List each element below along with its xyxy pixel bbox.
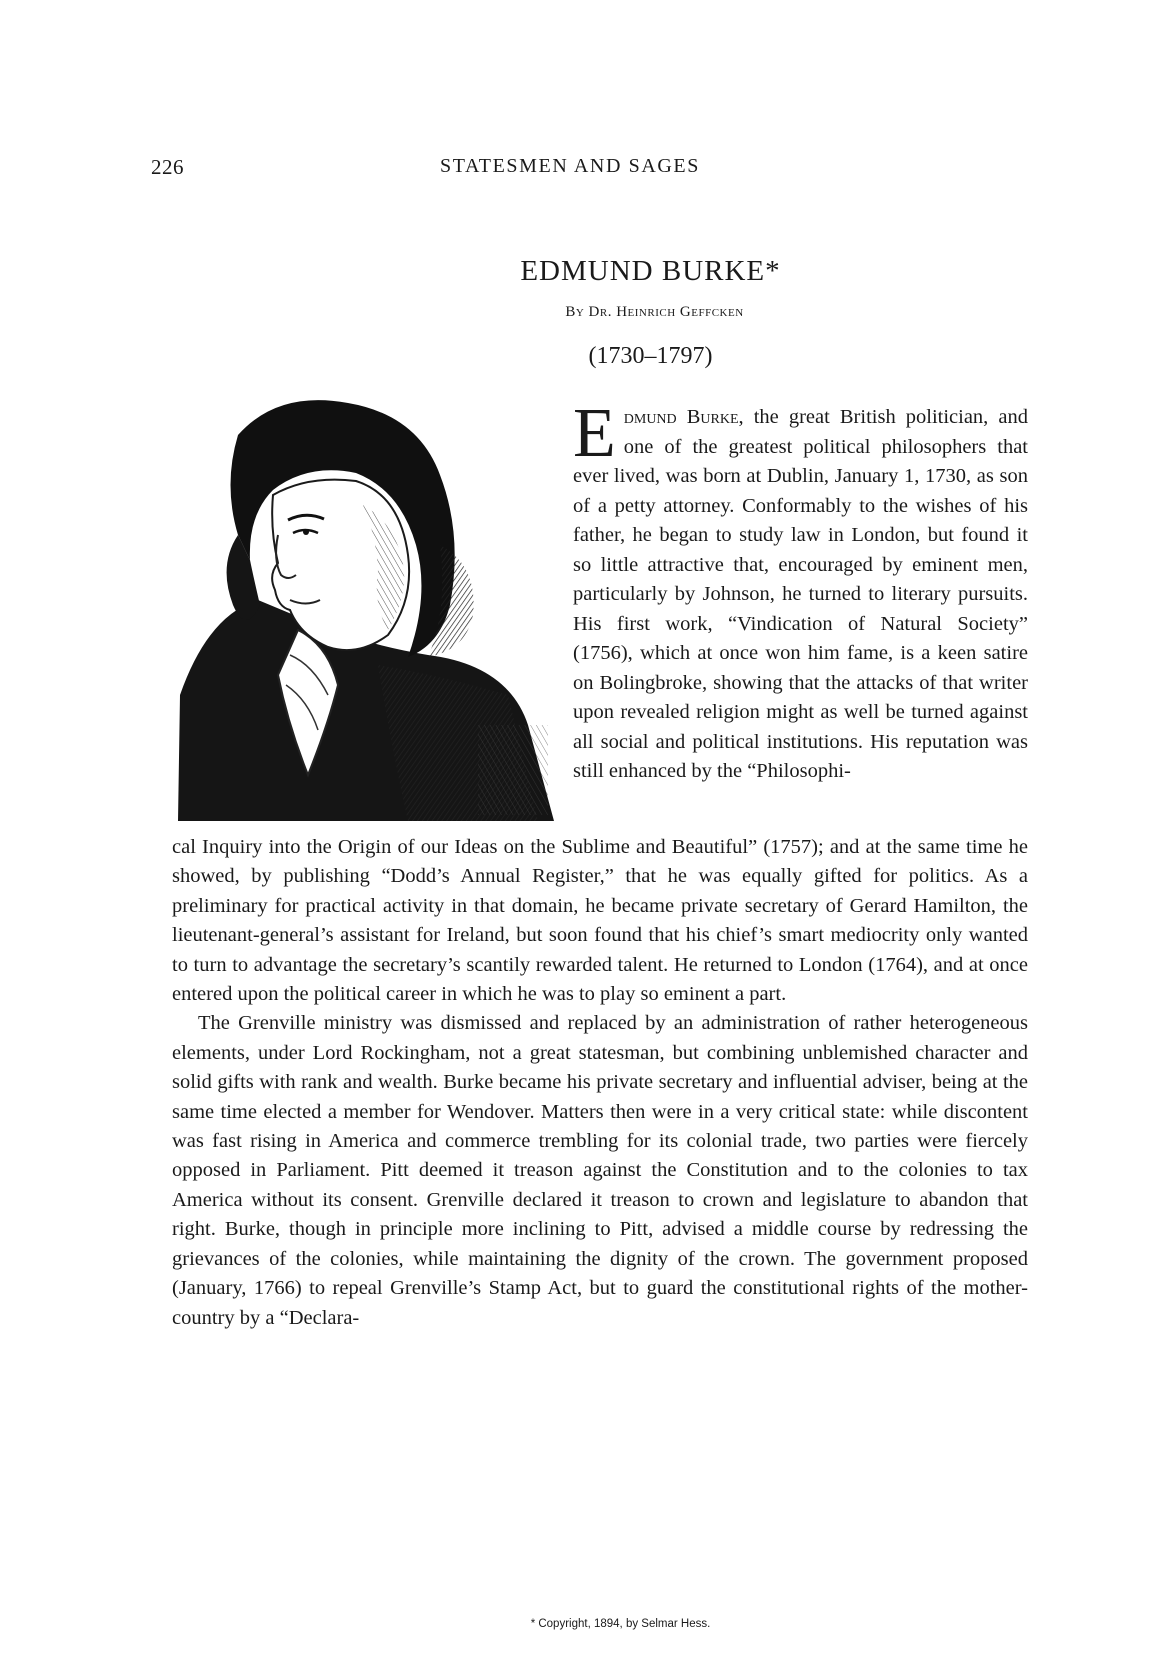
article-title-row — [0, 255, 1173, 288]
lead-smallcaps: dmund Burke — [623, 406, 739, 428]
article-title: EDMUND BURKE* — [520, 255, 781, 287]
article-dates: (1730–1797) — [588, 343, 713, 369]
page-number: 226 — [151, 155, 184, 179]
paragraph-2: The Grenville ministry was dismissed and replaced by an administration of rather heterogeneous elements, under Lord Rockingham, not a great statesman, but combining unblemished character and solid gifts with rank and wealth. Burke became his private secretary and influential adviser, being at the same time elected a member for Wendover. Matters then were in a very critical state: while discontent was fast rising in America and commerce trembling for its colonial trade, two parties were fiercely opposed in Parliament. Pitt deemed it treason against the Constitution and to the colonies to tax America without its consent. Grenville declared it treason to crown and legislature to abandon that right. Burke, though in principle more inclining to Pitt, advised a middle course by redressing the grievances of the colonies, while maintaining the dignity of the crown. The government proposed (January, 1766) to repeal Grenville’s Stamp Act, but to guard the constitutional rights of the mother-country by a “Declara- — [172, 1012, 1028, 1329]
intro-text: , the great British politician, and one of the greatest political philosophers that ever lived, was born at Dublin, January 1, 1730, as son of a petty attorney. Conformably to the wishes of his father, he began to study law in London, but found it so little attractive that, encouraged by eminent men, particularly by Johnson, he turned to literary pursuits. His first work, “Vindication of Natural Society” (1756), which at once won him fame, is a keen satire on Bolingbroke, showing that the attacks of that writer upon revealed religion might as well be turned against all social and political institutions. His reputation was still enhanced by the “Philosophi- — [573, 406, 1028, 782]
article-dates-row — [0, 343, 1173, 370]
article-byline: By Dr. Heinrich Geffcken — [565, 304, 744, 320]
running-head: STATESMEN AND SAGES — [440, 155, 700, 177]
footnote-row — [0, 1618, 1173, 1630]
portrait-engraving — [178, 395, 554, 821]
body-text — [172, 833, 1028, 1333]
intro-paragraph — [573, 395, 1028, 787]
continuation-paragraph: cal Inquiry into the Origin of our Ideas on the Sublime and Beautiful” (1757); and at the same time he showed, by publishing “Dodd’s Annual Register,” that he was equally gifted for politics. As a preliminary for practical activity in that domain, he became private secretary of Gerard Hamilton, the lieutenant-general’s assistant for Ireland, but soon found that his chief’s smart mediocrity only wanted to turn to advantage the secretary’s scantily rewarded talent. He returned to London (1764), and at once entered upon the political career in which he was to play so eminent a part. — [172, 836, 1028, 1006]
article-byline-row — [0, 304, 1173, 321]
drop-cap: E — [573, 395, 616, 472]
footnote: * Copyright, 1894, by Selmar Hess. — [530, 1618, 711, 1630]
